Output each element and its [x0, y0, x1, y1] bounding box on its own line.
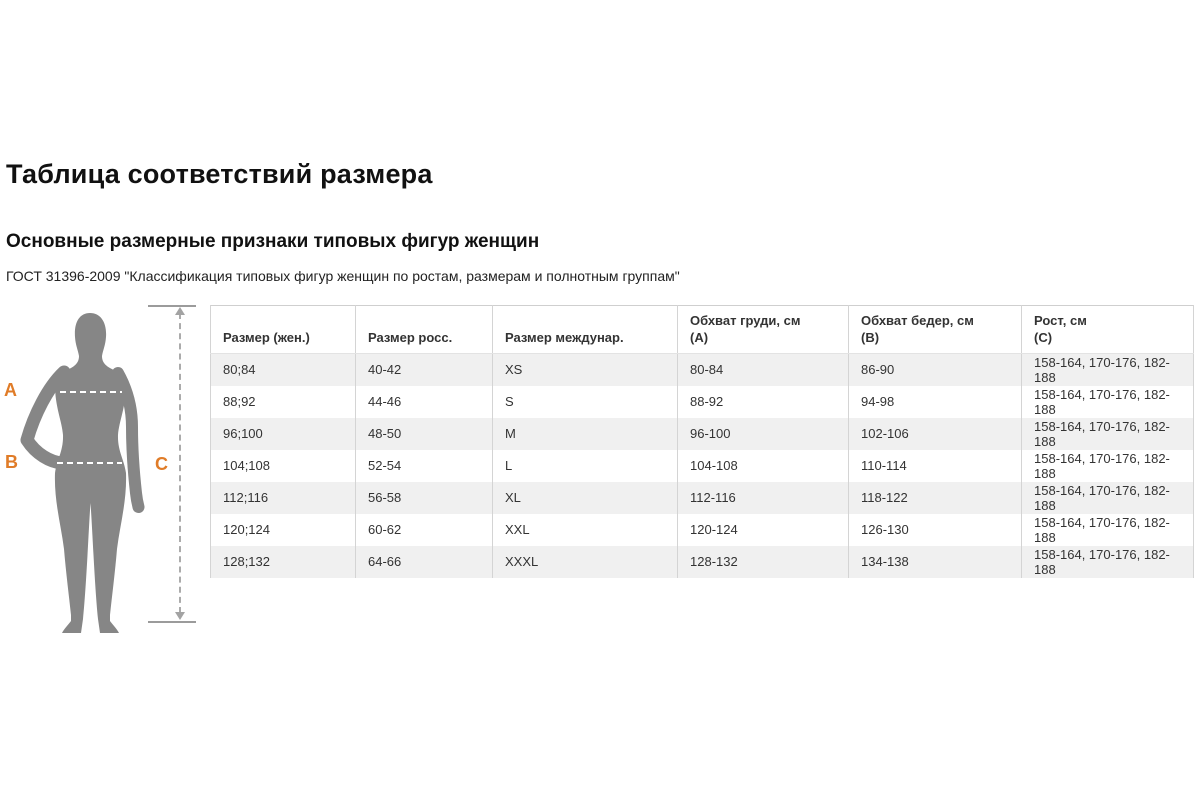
table-cell: 60-62: [356, 514, 493, 546]
table-cell: 158-164, 170-176, 182-188: [1022, 450, 1194, 482]
table-cell: 104;108: [211, 450, 356, 482]
table-cell: 88;92: [211, 386, 356, 418]
size-table-body: [211, 354, 1194, 578]
table-cell: 134-138: [849, 546, 1022, 578]
arrow-down-icon: [175, 612, 185, 620]
height-arrow-bottom-cap: [148, 621, 196, 623]
label-chest-a: A: [4, 380, 17, 400]
section-title: Основные размерные признаки типовых фигур женщин: [6, 231, 540, 252]
table-cell: 110-114: [849, 450, 1022, 482]
table-cell: 158-164, 170-176, 182-188: [1022, 514, 1194, 546]
column-header: Обхват бедер, см (B): [849, 306, 1022, 354]
label-height-c: C: [155, 454, 168, 474]
size-table-header-row: [211, 306, 1194, 354]
table-cell: 80-84: [678, 354, 849, 386]
table-cell: 94-98: [849, 386, 1022, 418]
table-cell: 40-42: [356, 354, 493, 386]
measurement-figure: [0, 295, 210, 655]
size-table: [210, 305, 1194, 578]
table-cell: 96;100: [211, 418, 356, 450]
table-cell: 48-50: [356, 418, 493, 450]
table-cell: 120-124: [678, 514, 849, 546]
table-cell: 64-66: [356, 546, 493, 578]
table-cell: 104-108: [678, 450, 849, 482]
table-cell: 96-100: [678, 418, 849, 450]
table-cell: 158-164, 170-176, 182-188: [1022, 354, 1194, 386]
label-hips-b: B: [5, 452, 18, 472]
table-cell: 128-132: [678, 546, 849, 578]
column-header: Размер междунар.: [493, 306, 678, 354]
table-cell: 158-164, 170-176, 182-188: [1022, 546, 1194, 578]
table-row: [211, 354, 1194, 386]
table-row: [211, 386, 1194, 418]
column-header: Размер росс.: [356, 306, 493, 354]
table-cell: 112-116: [678, 482, 849, 514]
table-row: [211, 514, 1194, 546]
table-row: [211, 418, 1194, 450]
table-cell: L: [493, 450, 678, 482]
table-cell: XXXL: [493, 546, 678, 578]
table-cell: 52-54: [356, 450, 493, 482]
table-cell: 126-130: [849, 514, 1022, 546]
height-arrow-top-cap: [148, 305, 196, 307]
table-cell: XXL: [493, 514, 678, 546]
table-row: [211, 450, 1194, 482]
table-row: [211, 546, 1194, 578]
table-cell: 86-90: [849, 354, 1022, 386]
gost-note: ГОСТ 31396-2009 "Классификация типовых фигур женщин по ростам, размерам и полнотным группам": [6, 268, 680, 284]
table-cell: 102-106: [849, 418, 1022, 450]
table-cell: S: [493, 386, 678, 418]
table-cell: 158-164, 170-176, 182-188: [1022, 386, 1194, 418]
table-cell: 120;124: [211, 514, 356, 546]
table-cell: XL: [493, 482, 678, 514]
table-cell: XS: [493, 354, 678, 386]
table-cell: 88-92: [678, 386, 849, 418]
table-cell: M: [493, 418, 678, 450]
page-title: Таблица соответствий размера: [6, 159, 433, 189]
table-cell: 44-46: [356, 386, 493, 418]
table-row: [211, 482, 1194, 514]
arrow-up-icon: [175, 307, 185, 315]
table-cell: 128;132: [211, 546, 356, 578]
table-cell: 158-164, 170-176, 182-188: [1022, 418, 1194, 450]
table-cell: 112;116: [211, 482, 356, 514]
table-cell: 118-122: [849, 482, 1022, 514]
column-header: Рост, см (C): [1022, 306, 1194, 354]
column-header: Размер (жен.): [211, 306, 356, 354]
table-cell: 56-58: [356, 482, 493, 514]
table-cell: 158-164, 170-176, 182-188: [1022, 482, 1194, 514]
height-arrow-line: [179, 313, 181, 613]
female-silhouette-icon: [14, 311, 150, 638]
column-header: Обхват груди, см (A): [678, 306, 849, 354]
table-cell: 80;84: [211, 354, 356, 386]
